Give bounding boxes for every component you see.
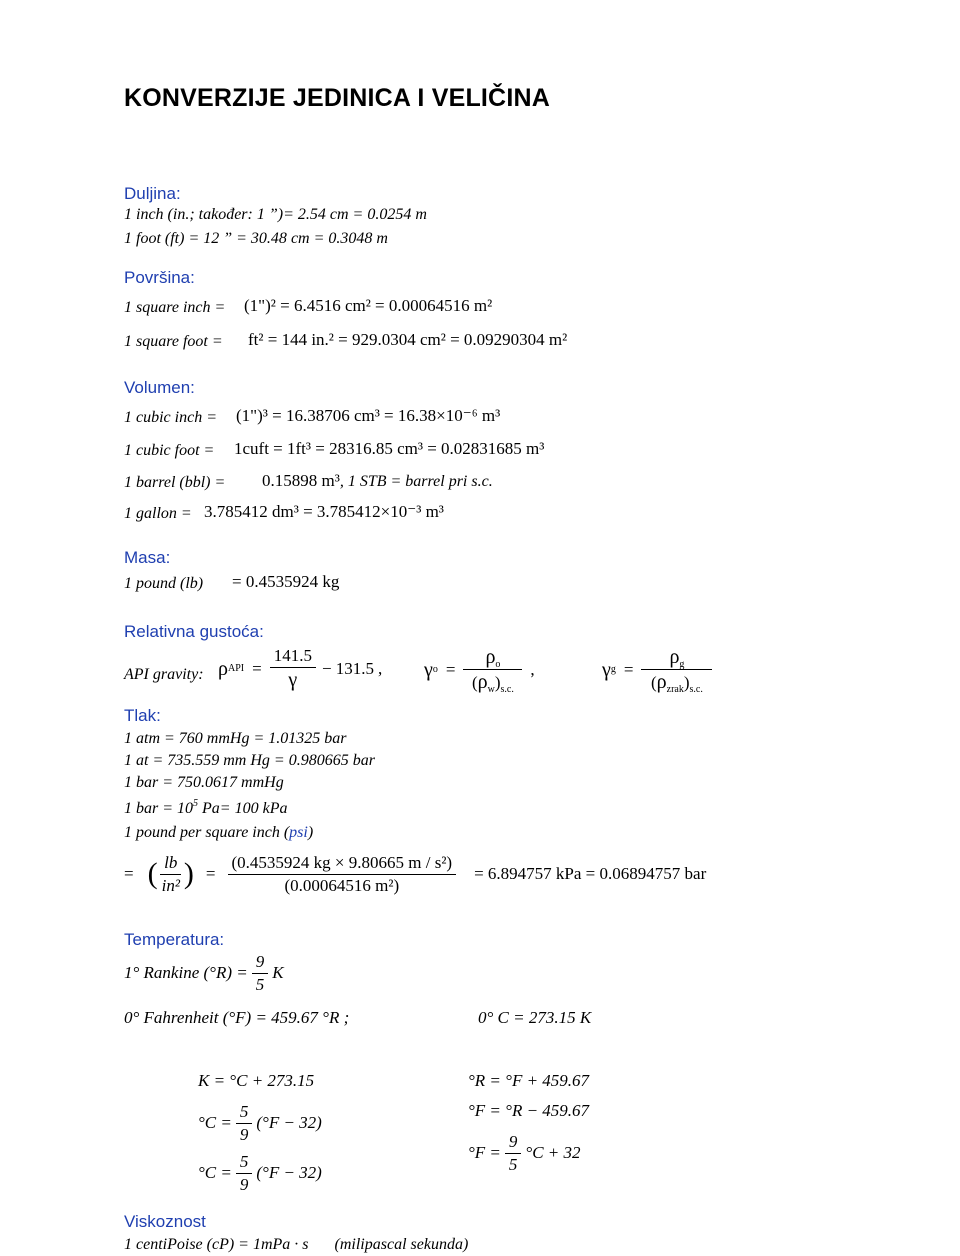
section-viskoznost: Viskoznost <box>124 1212 206 1231</box>
rho-g: ρ <box>669 646 680 668</box>
formula-f2 <box>468 1128 581 1178</box>
page-title: KONVERZIJE JEDINICA I VELIČINA <box>124 84 550 112</box>
gallon-expr: 3.785412 dm³ = 3.785412×10⁻³ m³ <box>204 502 444 521</box>
gamma-g-formula: γ g = $\frac{\rho_g}{(\rho_{zrak})_{s.c.}}$ <box>602 646 712 694</box>
f2-rhs: (°F − 32) <box>256 1113 322 1132</box>
milipascal-text: (milipascal sekunda) <box>334 1236 469 1253</box>
cubic-inch-label: 1 cubic inch = <box>124 409 217 426</box>
f2-lhs: °C = <box>198 1113 232 1132</box>
section-masa: Masa: <box>124 548 171 567</box>
psi-result: = 6.894757 kPa = 0.06894757 bar <box>474 864 707 883</box>
gallon-label: 1 gallon = <box>124 505 192 522</box>
celsius-zero: 0° C = 273.15 K <box>478 1008 592 1027</box>
formula-c1 <box>198 1098 322 1148</box>
unit-m: m <box>376 230 388 247</box>
square-foot-expr: ft² = 144 in.² = 929.0304 cm² = 0.09290304 m² <box>248 330 568 349</box>
api-denominator: γ <box>288 669 298 691</box>
rankine-k: K <box>272 963 284 982</box>
lb-per-in2-fraction <box>158 853 184 896</box>
pound-label: 1 pound (lb) <box>124 575 204 592</box>
rankine-line <box>124 948 284 998</box>
rankine-fraction <box>252 952 269 995</box>
psi-link: psi <box>289 824 308 841</box>
barrel-label: 1 barrel (bbl) = <box>124 474 226 491</box>
rho-w-sub: w <box>487 684 495 695</box>
psi-close: ) <box>307 824 314 841</box>
formula-r: °R = °F + 459.67 <box>468 1071 590 1090</box>
rankine-text: 1° Rankine (°R) = <box>124 963 248 982</box>
tlak-line-atm: 1 atm = 760 mmHg = 1.01325 bar <box>124 730 347 747</box>
g3-den: 5 <box>508 1154 518 1174</box>
fahrenheit-line: 0° Fahrenheit (°F) = 459.67 °R ; <box>124 1008 350 1027</box>
foot-text: 1 foot (ft) = 12 ” = 30.48 <box>124 230 291 247</box>
section-temperatura: Temperatura: <box>124 930 225 949</box>
section-povrsina: Površina: <box>124 268 195 287</box>
section-volumen: Volumen: <box>124 378 195 397</box>
rho-zrak: ρ <box>656 671 667 693</box>
sc-sub: s.c. <box>500 684 514 695</box>
api-formula: ρ API = $\frac{141.5}{\gamma}$ − 131.5 , <box>218 646 383 691</box>
eq-text: = 0.3048 <box>309 230 377 247</box>
psi-value-fraction <box>228 853 457 896</box>
barrel-value: 0.15898 m³ <box>262 471 340 490</box>
rankine-den: 5 <box>255 974 265 994</box>
pa-text: Pa= 100 kPa <box>198 800 288 817</box>
formula-f1: °F = °R − 459.67 <box>468 1101 590 1120</box>
f3-fraction <box>236 1152 253 1195</box>
f3-lhs: °C = <box>198 1163 232 1182</box>
unit-cm: cm <box>290 230 310 247</box>
unit-m: m <box>415 206 427 223</box>
cubic-foot-label: 1 cubic foot = <box>124 442 215 459</box>
barrel-expr <box>262 471 493 491</box>
api-rest: − 131.5 <box>321 659 375 678</box>
g3-lhs: °F = <box>468 1143 501 1162</box>
psi-formula: = ( $\frac{lb}{\text{in²}}$ ) = $\frac{\text{(0.4535924 kg × 9.80665 m / s²)}}{\text{(0.00064516 m²)}}$ = 6.894757 kPa = 0.06894757 bar <box>124 852 707 895</box>
gamma-g-fraction: $\frac{\rho_g}{(\rho_{zrak})_{s.c.}}$ <box>641 646 712 694</box>
duljina-line-foot <box>124 230 388 248</box>
square-inch-label: 1 square inch = <box>124 299 226 316</box>
tlak-line-bar: 1 bar = 750.0617 mmHg <box>124 774 284 791</box>
in2-denominator: in² <box>161 875 180 895</box>
tlak-line-psi <box>124 824 313 842</box>
f2-den: 9 <box>239 1124 249 1144</box>
duljina-line-inch <box>124 206 427 224</box>
section-gustoca: Relativna gustoća: <box>124 622 264 641</box>
api-fraction <box>270 646 316 692</box>
gamma-g: γ <box>602 658 611 681</box>
bar-text: 1 bar = 10 <box>124 800 194 817</box>
f3-den: 9 <box>239 1174 249 1194</box>
rankine-num: 9 <box>252 952 269 974</box>
psi-denominator: (0.00064516 m²) <box>284 875 400 895</box>
rho-g-sub: g <box>679 659 685 670</box>
rho-zrak-sub: zrak <box>666 684 684 695</box>
psi-text: 1 pound per square inch ( <box>124 824 290 841</box>
inch-text: 1 inch (in.; također: 1 ”)= 2.54 <box>124 206 330 223</box>
cubic-inch-expr: (1")³ = 16.38706 cm³ = 16.38×10⁻⁶ m³ <box>236 406 501 425</box>
square-foot-label: 1 square foot = <box>124 333 223 350</box>
g3-fraction <box>505 1132 522 1175</box>
section-duljina: Duljina: <box>124 184 181 203</box>
f2-num: 5 <box>236 1102 253 1124</box>
sc-sub-g: s.c. <box>689 684 703 695</box>
bar-exponent: 5 <box>193 798 199 809</box>
psi-numerator: (0.4535924 kg × 9.80665 m / s²) <box>228 853 457 875</box>
viskoznost-line <box>124 1236 468 1254</box>
tlak-line-at: 1 at = 735.559 mm Hg = 0.980665 bar <box>124 752 375 769</box>
formula-c2 <box>198 1148 322 1198</box>
rho-api: ρ <box>218 657 228 680</box>
unit-cm: cm <box>329 206 349 223</box>
f3-num: 5 <box>236 1152 253 1174</box>
f3-rhs: (°F − 32) <box>256 1163 322 1182</box>
api-numerator: 141.5 <box>270 646 316 668</box>
rho-w: ρ <box>477 671 488 693</box>
section-tlak: Tlak: <box>124 706 161 725</box>
tlak-line-pa <box>124 800 287 818</box>
gamma-o: γ <box>424 658 433 681</box>
f2-fraction <box>236 1102 253 1145</box>
lb-numerator: lb <box>160 853 181 875</box>
cubic-foot-expr: 1cuft = 1ft³ = 28316.85 cm³ = 0.02831685 m³ <box>234 439 545 458</box>
stb-text: , 1 STB = barrel pri s.c. <box>339 473 493 490</box>
gamma-o-formula: γ o = $\frac{\rho_o}{(\rho_w)_{s.c.}}$ , <box>424 646 535 695</box>
rho-o-sub: o <box>495 659 501 670</box>
pound-expr: = 0.4535924 kg <box>232 572 340 591</box>
api-label: API gravity: <box>124 666 204 683</box>
centipoise-text: 1 centiPoise (cP) = 1mPa · s <box>124 1236 309 1253</box>
g3-rhs: °C + 32 <box>525 1143 581 1162</box>
square-inch-expr: (1")² = 6.4516 cm² = 0.00064516 m² <box>244 296 493 315</box>
eq-text: = 0.0254 <box>348 206 416 223</box>
g3-num: 9 <box>505 1132 522 1154</box>
rho-o: ρ <box>485 646 496 668</box>
formula-k: K = °C + 273.15 <box>198 1071 315 1090</box>
gamma-o-fraction: $\frac{\rho_o}{(\rho_w)_{s.c.}}$ <box>463 646 522 694</box>
